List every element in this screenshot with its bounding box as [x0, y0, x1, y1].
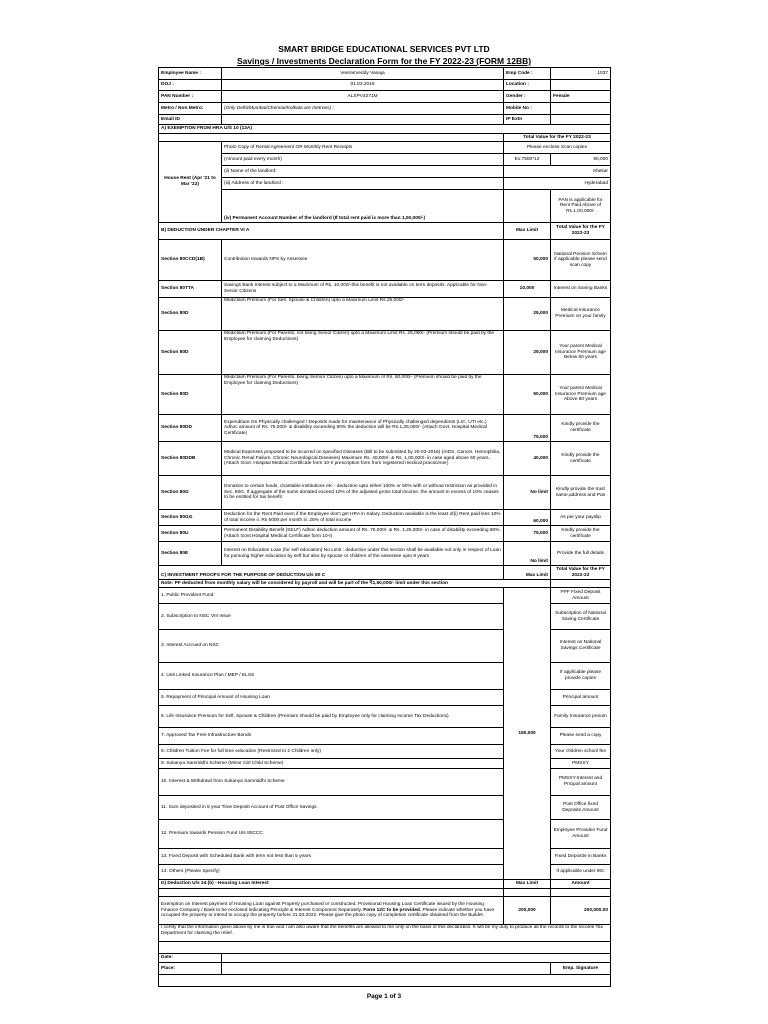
section-label: Section 80E	[159, 542, 222, 566]
ip-extn-value[interactable]	[551, 115, 611, 125]
investment-item: 12. Premium towards Pension Fund U/s 80CCC	[159, 820, 504, 849]
investment-note[interactable]: Principal amount	[551, 690, 611, 706]
section-description: Donation to certain funds, charitable institutions etc - deduction upto either 100% or 50% with or without restriction as provided in Sec. 80G. If aggregate of the sums donated exceed 10% of the adjusted gross total income, the amount in excess of 10% ceases to be entitled for tax benefit	[222, 476, 504, 510]
80c-max-limit: 150,000	[504, 588, 551, 880]
80c-pf-note: Note: PF deducted from monthly salary will be considered by payroll and will be part of the ₹1,50,000/- limit under this section	[159, 580, 551, 588]
section-description: Medical Expenses proposed to be incurred on specified Diseases (Bill to be submitted by 20-03-2016) (AIDS, Cancer, Hemophilia, Chronic Renal Failure, Chronic Neurological Diseases) Maximum Rs. 40,000/- & Rs. 1,00,000/- in case aged above 60 years. (Attach Govt. Hospital Medical Certificate form 10-I/ prescription form from registered medical practicener)	[222, 442, 504, 476]
section-label: Section 80D	[159, 298, 222, 331]
page-number: Page 1 of 3	[366, 993, 402, 1000]
investment-item: 11. Sum deposited in 5 year Time Deposit Account of Post Office Savings	[159, 796, 504, 820]
section-note[interactable]: Kindly provide the certificate	[551, 415, 611, 442]
investment-item: 1. Public Provident Fund	[159, 588, 504, 604]
metro-note[interactable]: (Only Delhi/Mumbai/Chennai/Kolkata are metroes) :	[222, 103, 504, 115]
place-value[interactable]	[222, 963, 551, 975]
max-limit-header: Max Limit	[504, 880, 551, 889]
hra-row-value[interactable]: Shekar	[504, 166, 611, 178]
hra-row-value[interactable]: 90,000	[551, 154, 611, 166]
investment-note[interactable]: If applicable under 80c	[551, 865, 611, 880]
investment-note[interactable]: Please send a copy	[551, 728, 611, 745]
total-value-header: Total Value for the FY 2022-23	[551, 223, 611, 240]
section-max-limit: 75,000	[504, 526, 551, 542]
house-rent-label: House Rent (Apr '21 to Mar '22)	[159, 142, 222, 223]
declaration-text: I certify that the information given above by me is true and I am also aware that the benefits are allowed to me only on the basis of this declaration. It will be my duty to produce all the records to the Income Tax Department for claiming the relief.	[159, 925, 611, 942]
housing-loan-description: Exemption on Interest payment of Housing Loan against Property purchased or constructed. Provisional Housing Loan Certificate issued by the Housing Finance Company / Bank to be enclosed indicating Principle & Interest Component Separately. Form 12C to be provided. Please indicate whether you have occupied the property or intend to occupy the property before 31.03.2022. Please give the photo copy of completion certificate obtained from the Builder.	[159, 897, 504, 925]
signature-label: Emp. Signature	[551, 963, 611, 975]
investment-note[interactable]: PPF Fixed Deposit Amount	[551, 588, 611, 604]
section-max-limit: 50,000	[504, 240, 551, 281]
section-label: Section 80G	[159, 476, 222, 510]
hra-row-label: (ii) Name of the landlord:	[222, 166, 504, 178]
investment-note[interactable]: Fixed Deposite in Banks	[551, 849, 611, 865]
investment-note[interactable]: Subscription of National Saving Certificate	[551, 604, 611, 630]
section-note[interactable]: Medical Insurance Premium on your family	[551, 298, 611, 331]
investment-note[interactable]: If applicable please provide copies	[551, 663, 611, 690]
investment-item: 8. Children Tuition Fee for full time education (Restricted to 2 Children only)	[159, 745, 504, 759]
emp-code-value[interactable]: 1037	[551, 68, 611, 80]
housing-loan-heading: D) Deduction U/s 24 (b) - Housing Loan Interest	[159, 880, 504, 889]
section-description: Savings Bank Interest subject to a Maximum of Rs. 10,000/-this benefit is not available on term deposits. Applicable for Non-Senior Citizens	[222, 281, 504, 298]
section-max-limit: 60,000	[504, 510, 551, 526]
section-description: Contribution towards NPS by Assessee	[222, 240, 504, 281]
investment-item: 2. Subscription to NSC VIII Issue	[159, 604, 504, 630]
investment-note[interactable]: Family Insurance preium	[551, 706, 611, 728]
chapter-via-heading: B) DEDUCTION UNDER CHAPTER VI A	[159, 223, 504, 240]
doj-label: DOJ :	[159, 80, 222, 91]
section-label: Section 80U	[159, 526, 222, 542]
investment-note[interactable]: PMSSY-Interest and Pricipal amount	[551, 769, 611, 796]
hra-row-label: (iii) Address of the landlord :	[222, 178, 504, 190]
section-note[interactable]: Kindly provide the certificate	[551, 442, 611, 476]
housing-loan-max-limit: 200,000	[504, 897, 551, 925]
investment-item: 5. Repayment of Principal Amount of Housing Loan	[159, 690, 504, 706]
section-description: Expenditure On Physically challenged / Deposits made for maintenance of Physically challenged dependents (LIC, UTI etc.) Adhoc amount of Rs. 75,000/- & disability exceeding 80% the deduction will be Rs.1,25,000/- (Attach Govt. Hospital Medical Certificate)	[222, 415, 504, 442]
max-limit-header: Max Limit	[504, 223, 551, 240]
emp-code-label: Emp Code :	[504, 68, 551, 80]
investment-item: 7. Approved Tax Free Infrastructure Bonds	[159, 728, 504, 745]
hra-row-label: (iv) Permanent Account Number of the landlord (If total rent paid is more than 1,00,000/-)	[222, 190, 504, 223]
ip-extn-label: IP Extn	[504, 115, 551, 125]
investment-note[interactable]: Post Office fixed Deposite Amount	[551, 796, 611, 820]
date-label: Date:	[159, 954, 222, 963]
80c-heading: C) INVESTMENT PROOFS FOR THE PURPOSE OF DEDUCTION U/s 80 C	[159, 566, 504, 580]
section-note[interactable]: Provide the full details	[551, 542, 611, 566]
investment-item: 10. Interest & Withdrawl from Sukanya Samriddhi Scheme	[159, 769, 504, 796]
section-note[interactable]: Your parent Medical Insurance Premium age Above 80 years	[551, 375, 611, 415]
employee-name-label: Employee Name :	[159, 68, 222, 80]
section-max-limit: 25,000	[504, 331, 551, 375]
employee-name-value[interactable]: Veeramreddy Vanaja	[222, 68, 504, 80]
date-value[interactable]	[222, 954, 611, 963]
investment-item: 6. Life Insurance Premium for Self, Spouse & Children (Premium should be paid by Employee only for claiming Income Tax Deductions)	[159, 706, 504, 728]
section-description: Deduction for the Rent Paid even if the Employee don't get HRA in Salary. Deduction available is the least of(i) Rent paid less 10% of total income ii. Rs 5000 per month iii. 25% of total income	[222, 510, 504, 526]
section-max-limit: 50,000	[504, 375, 551, 415]
housing-loan-amount[interactable]: 200,000.00	[551, 897, 611, 925]
pan-value[interactable]: ALXPV4371M	[222, 91, 504, 103]
section-max-limit: No limit	[504, 542, 551, 566]
investment-note[interactable]: Interest on National Savings Certificate	[551, 630, 611, 663]
place-label: Place:	[159, 963, 222, 975]
section-note[interactable]: National Pension Schem if applicable please send scan copy	[551, 240, 611, 281]
hra-row-value[interactable]: Hyderabad	[504, 178, 611, 190]
section-note[interactable]: Interest on Saving Banks	[551, 281, 611, 298]
hra-row-value[interactable]: Ex:7500*12	[504, 154, 551, 166]
email-value[interactable]	[222, 115, 504, 125]
gender-value[interactable]: Female	[551, 91, 611, 103]
section-label: Section 80CCD(1B)	[159, 240, 222, 281]
form-title: Savings / Investments Declaration Form for the FY 2022-23 (FORM 12BB)	[236, 56, 532, 66]
section-description: Mediclaim Premium (For Self, Spouse & Children) upto a Maximum Limit Rs.25,000/-	[222, 298, 504, 331]
investment-note[interactable]: Employee Providen Fund Amount	[551, 820, 611, 849]
investment-item: 13. Fixed Deposit with Scheduled Bank with term not less than 5 years	[159, 849, 504, 865]
total-value-header: Total Value for the FY 2022-23	[551, 566, 611, 580]
amount-header: Amount	[551, 880, 611, 889]
doj-value[interactable]: 01.03.2019	[222, 80, 504, 91]
section-note[interactable]: Kindly provide the trust name,address and Pan	[551, 476, 611, 510]
section-description: Permanent Disability Benefit (SELF) Adhoc deduction amount of Rs. 75,000/- & Rs. 1,25,000/- in case of disability exceeding 80%. (Attach Govt.Hospital Medical Certificate form 10-I)	[222, 526, 504, 542]
section-label: Section 80GG	[159, 510, 222, 526]
investment-item: 14. Others (Please Specify)	[159, 865, 504, 880]
investment-note[interactable]: Your children school fee	[551, 745, 611, 759]
section-label: Section 80DD	[159, 415, 222, 442]
section-label: Section 80D	[159, 375, 222, 415]
declaration-form	[158, 67, 611, 987]
hra-heading: A) EXEMPTION FROM HRA U/S 10 (13A)	[159, 125, 611, 134]
section-label: Section 80DDB	[159, 442, 222, 476]
section-note[interactable]: As per your payslip	[551, 510, 611, 526]
company-name: SMART BRIDGE EDUCATIONAL SERVICES PVT LTD	[278, 44, 490, 54]
investment-item: 4. Unit Linked Insurance Plan / MEP / ELSS	[159, 663, 504, 690]
section-max-limit: 25,000	[504, 298, 551, 331]
section-note[interactable]: Your parent Medical Insurance Premium age Below 60 years	[551, 331, 611, 375]
email-label: Email ID	[159, 115, 222, 125]
section-description: Interest on Education Loan (for self education) No Limit : deduction under this section shall be available not only in respect of Loan for pursuing higher education by self but also by spouse or children of the assessee upto 8 years	[222, 542, 504, 566]
mobile-label: Mobile No :	[504, 103, 551, 115]
section-description: Mediclaim Premium (For Parents, not being Senior Citizen) upto a Maximum Limit Rs. 25,000/- (Premium should be paid by the Employee for claiming Deductions)	[222, 331, 504, 375]
max-limit-header: Max Limit	[504, 566, 551, 580]
section-label: Section 80D	[159, 331, 222, 375]
investment-item: 9. Sukanya Samriddhi Scheme (Minor Girl Child Scheme)	[159, 759, 504, 769]
metro-label: Metro / Non Metro:	[159, 103, 222, 115]
section-max-limit: 10,000	[504, 281, 551, 298]
section-description: Mediclaim Premium (For Parents, being Sernior Citizen) upto a Maximum of Rs. 50,000/- (Premium should be paid by the Employee for claiming Deductions)	[222, 375, 504, 415]
investment-item: 3. Interest Accrued on NSC	[159, 630, 504, 663]
section-max-limit: 40,000	[504, 442, 551, 476]
location-label: Location :	[504, 80, 551, 91]
hra-row-label: Photo Copy of Rental Agreement OR Monthly Rent Receipts	[222, 142, 504, 154]
hra-row-value[interactable]: Please enclose Scan copies	[504, 142, 611, 154]
investment-note[interactable]: PMSSY	[551, 759, 611, 769]
section-label: Section 80TTA	[159, 281, 222, 298]
pan-label: PAN Number :	[159, 91, 222, 103]
gender-label: Gender :	[504, 91, 551, 103]
hra-row-label: (Amount paid every month)	[222, 154, 504, 166]
mobile-value[interactable]	[551, 103, 611, 115]
location-value[interactable]	[551, 80, 611, 91]
hra-total-header: Total Value for the FY 2022-23	[504, 134, 611, 142]
section-note[interactable]: Kindly provide the certificate	[551, 526, 611, 542]
section-max-limit: 75,000	[504, 415, 551, 442]
hra-row-value[interactable]: PAN is applicable for Rent Paid Above of Rs.1,00,000/-	[551, 190, 611, 223]
section-max-limit: No limit	[504, 476, 551, 510]
